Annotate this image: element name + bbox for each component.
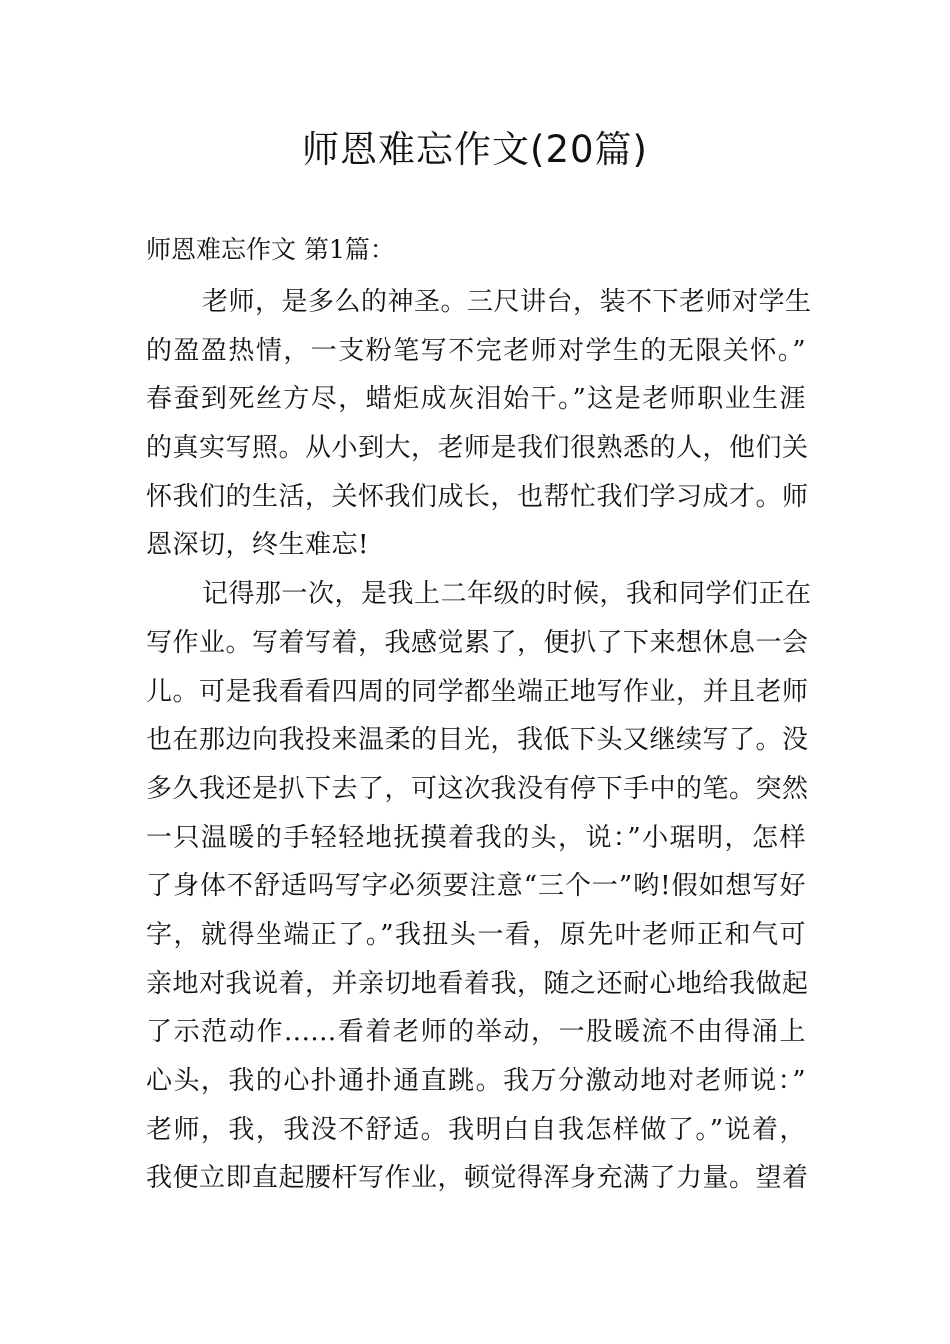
paragraph-line: 恩深切，终生难忘!	[146, 530, 369, 561]
paragraph-line: 的盈盈热情，一支粉笔写不完老师对学生的无限关怀。”	[146, 335, 806, 366]
paragraph-line: 老师，我，我没不舒适。我明白自我怎样做了。”说着，	[146, 1114, 806, 1145]
paragraph-line: 也在那边向我投来温柔的目光，我低下头又继续写了。没	[146, 725, 809, 756]
paragraph-line: 写作业。写着写着，我感觉累了，便扒了下来想休息一会	[146, 627, 809, 658]
paragraph-1	[146, 278, 812, 570]
section-heading: 师恩难忘作文 第1篇：	[146, 235, 395, 264]
paragraph-line: 春蚕到死丝方尽，蜡炬成灰泪始干。”这是老师职业生涯	[146, 384, 806, 415]
paragraph-line: 亲地对我说着，并亲切地看着我，随之还耐心地给我做起	[146, 968, 809, 999]
paragraph-line: 字，就得坐端正了。”我扭头一看，原先叶老师正和气可	[146, 919, 806, 950]
paragraph-line: 了示范动作......看着老师的举动，一股暖流不由得涌上	[146, 1017, 806, 1048]
paragraph-line: 心头，我的心扑通扑通直跳。我万分激动地对老师说：”	[146, 1066, 806, 1096]
paragraph-line: 记得那一次，是我上二年级的时候，我和同学们正在	[202, 579, 812, 610]
paragraph-line: 儿。可是我看看四周的同学都坐端正地写作业，并且老师	[146, 676, 809, 707]
paragraph-2	[146, 570, 812, 1203]
paragraph-line: 怀我们的生活，关怀我们成长，也帮忙我们学习成才。师	[146, 481, 809, 512]
paragraph-line: 老师，是多么的神圣。三尺讲台，装不下老师对学生	[202, 287, 812, 317]
paragraph-line: 我便立即直起腰杆写作业，顿觉得浑身充满了力量。望着	[146, 1163, 809, 1194]
paragraph-line: 一只温暖的手轻轻地抚摸着我的头，说：”小琚明，怎样	[146, 822, 806, 853]
document-title: 师恩难忘作文(20篇)	[302, 128, 648, 171]
paragraph-line: 的真实写照。从小到大，老师是我们很熟悉的人，他们关	[146, 433, 809, 464]
document-body	[146, 278, 812, 1203]
paragraph-line: 了身体不舒适吗写字必须要注意“三个一”哟!假如想写好	[146, 871, 806, 902]
paragraph-line: 多久我还是扒下去了，可这次我没有停下手中的笔。突然	[146, 773, 809, 804]
